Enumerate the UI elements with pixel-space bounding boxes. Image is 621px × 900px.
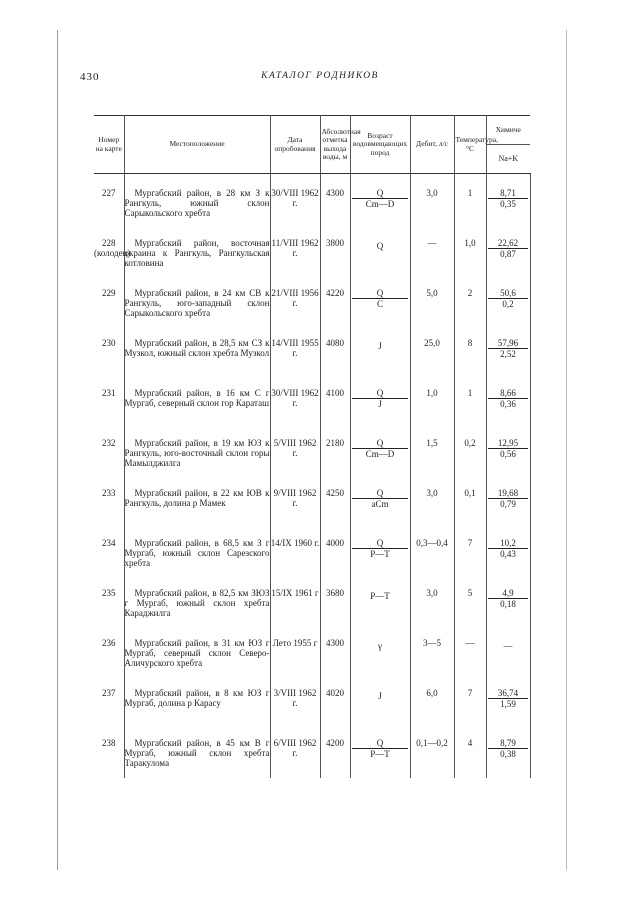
cell-chemistry bbox=[486, 188, 530, 238]
page-edge-right bbox=[566, 30, 567, 870]
debit-value: 3,0 bbox=[426, 488, 438, 498]
cell-chemistry bbox=[486, 238, 530, 288]
cell-chemistry bbox=[486, 738, 530, 778]
cell-location bbox=[124, 438, 270, 488]
spring-number: 229 bbox=[102, 288, 116, 298]
temperature-value: 0,1 bbox=[464, 488, 476, 498]
cell-altitude bbox=[320, 388, 350, 438]
cell-chemistry bbox=[486, 638, 530, 688]
age-numerator: Q bbox=[376, 438, 384, 448]
cell-location bbox=[124, 688, 270, 738]
na-k-fraction bbox=[488, 488, 528, 509]
cell-location bbox=[124, 338, 270, 388]
cell-location bbox=[124, 238, 270, 288]
sampling-date: 15/IX 1961 г bbox=[271, 588, 319, 598]
altitude-value: 3800 bbox=[326, 238, 344, 248]
cell-altitude bbox=[320, 288, 350, 338]
cell-number bbox=[94, 638, 124, 688]
na-k-fraction bbox=[488, 688, 528, 709]
age-value: γ bbox=[378, 641, 382, 651]
na-k-denominator: 0,87 bbox=[488, 248, 528, 259]
cell-altitude bbox=[320, 188, 350, 238]
table-row bbox=[94, 438, 530, 488]
na-k-denominator: 0,56 bbox=[488, 448, 528, 459]
cell-temperature bbox=[454, 588, 486, 638]
age-numerator: Q bbox=[376, 288, 384, 298]
location-text: Мургабский район, восточная окраина к Рангкуль, Рангкульская котловина bbox=[124, 238, 270, 268]
cell-number bbox=[94, 488, 124, 538]
cell-altitude bbox=[320, 588, 350, 638]
location-text: Мургабский район, в 68,5 км З г Мургаб, южный склон Сарезского хребта bbox=[124, 538, 270, 568]
cell-altitude bbox=[320, 638, 350, 688]
cell-date bbox=[270, 388, 320, 438]
column-header-chemistry: Химиче bbox=[486, 116, 530, 145]
cell-age bbox=[350, 438, 410, 488]
age-numerator: Q bbox=[376, 538, 384, 548]
altitude-value: 4100 bbox=[326, 388, 344, 398]
cell-altitude bbox=[320, 338, 350, 388]
table-row bbox=[94, 338, 530, 388]
cell-debit bbox=[410, 338, 454, 388]
age-fraction bbox=[352, 388, 408, 409]
location-text: Мургабский район, в 45 км В г Мургаб, южный склон хребта Таракулома bbox=[124, 738, 270, 768]
cell-date bbox=[270, 688, 320, 738]
cell-date bbox=[270, 238, 320, 288]
cell-date bbox=[270, 488, 320, 538]
age-fraction bbox=[352, 488, 408, 509]
cell-altitude bbox=[320, 738, 350, 778]
cell-location bbox=[124, 538, 270, 588]
age-fraction bbox=[352, 738, 408, 759]
cell-date bbox=[270, 638, 320, 688]
age-denominator: P—T bbox=[352, 548, 408, 559]
cell-age bbox=[350, 688, 410, 738]
na-k-fraction bbox=[488, 288, 528, 309]
altitude-value: 4000 bbox=[326, 538, 344, 548]
cell-age bbox=[350, 238, 410, 288]
debit-value: 0,3—0,4 bbox=[416, 538, 448, 548]
cell-debit bbox=[410, 238, 454, 288]
altitude-value: 3680 bbox=[326, 588, 344, 598]
cell-number bbox=[94, 688, 124, 738]
debit-value: 3—5 bbox=[423, 638, 441, 648]
column-header-number: Номер на карте bbox=[94, 116, 124, 174]
na-k-fraction bbox=[488, 338, 528, 359]
cell-location bbox=[124, 738, 270, 778]
cell-location bbox=[124, 288, 270, 338]
temperature-value: 5 bbox=[467, 588, 473, 598]
debit-value: 0,1—0,2 bbox=[416, 738, 448, 748]
cell-temperature bbox=[454, 538, 486, 588]
cell-number bbox=[94, 538, 124, 588]
cell-age bbox=[350, 338, 410, 388]
table-row bbox=[94, 488, 530, 538]
sampling-date: 11/VIII 1962 г. bbox=[271, 238, 319, 258]
cell-location bbox=[124, 588, 270, 638]
debit-value: 3,0 bbox=[426, 588, 438, 598]
debit-value: — bbox=[427, 238, 437, 248]
running-title: КАТАЛОГ РОДНИКОВ bbox=[261, 71, 379, 81]
cell-chemistry bbox=[486, 488, 530, 538]
cell-temperature bbox=[454, 338, 486, 388]
location-text: Мургабский район, в 82,5 км ЗЮЗ г Мургаб, южный склон хребта Караджилга bbox=[124, 588, 270, 618]
cell-age bbox=[350, 738, 410, 778]
na-k-numerator: 8,79 bbox=[500, 738, 516, 748]
cell-temperature bbox=[454, 438, 486, 488]
age-denominator: C bbox=[352, 298, 408, 309]
cell-number bbox=[94, 738, 124, 778]
sampling-date: 14/IX 1960 г. bbox=[270, 538, 320, 548]
cell-age bbox=[350, 288, 410, 338]
debit-value: 25,0 bbox=[424, 338, 440, 348]
cell-debit bbox=[410, 688, 454, 738]
cell-chemistry bbox=[486, 388, 530, 438]
cell-temperature bbox=[454, 388, 486, 438]
location-text: Мургабский район, в 8 км ЮЗ г Мургаб, долина р Карасу bbox=[124, 688, 270, 708]
cell-temperature bbox=[454, 288, 486, 338]
location-text: Мургабский район, в 24 км СВ к Рангкуль, юго-западный склон Сарыкольского хребта bbox=[124, 288, 270, 318]
temperature-value: 1 bbox=[467, 388, 473, 398]
age-numerator: Q bbox=[376, 488, 384, 498]
altitude-value: 4080 bbox=[326, 338, 344, 348]
na-k-value: — bbox=[503, 641, 513, 651]
cell-altitude bbox=[320, 438, 350, 488]
cell-temperature bbox=[454, 738, 486, 778]
sampling-date: 30/VIII 1962 г. bbox=[271, 188, 319, 208]
column-header-location: Местоположение bbox=[124, 116, 270, 174]
spring-number: 234 bbox=[102, 538, 116, 548]
spring-number: 230 bbox=[102, 338, 116, 348]
cell-altitude bbox=[320, 488, 350, 538]
temperature-value: 1 bbox=[467, 188, 473, 198]
spring-number: 227 bbox=[102, 188, 116, 198]
location-text: Мургабский район, в 22 км ЮВ к Рангкуль, долина р Мамек bbox=[124, 488, 270, 508]
na-k-denominator: 0,43 bbox=[488, 548, 528, 559]
age-value: J bbox=[378, 341, 382, 351]
cell-chemistry bbox=[486, 438, 530, 488]
cell-debit bbox=[410, 188, 454, 238]
na-k-numerator: 8,71 bbox=[500, 188, 516, 198]
cell-number bbox=[94, 188, 124, 238]
altitude-value: 4200 bbox=[326, 738, 344, 748]
na-k-numerator: 19,68 bbox=[497, 488, 519, 498]
cell-date bbox=[270, 538, 320, 588]
spring-number: 228 (колодец) bbox=[94, 238, 131, 258]
debit-value: 6,0 bbox=[426, 688, 438, 698]
table-row bbox=[94, 588, 530, 638]
cell-date bbox=[270, 288, 320, 338]
cell-chemistry bbox=[486, 588, 530, 638]
na-k-fraction bbox=[488, 388, 528, 409]
springs-catalog-table bbox=[94, 115, 531, 778]
table-row bbox=[94, 288, 530, 338]
altitude-value: 4250 bbox=[326, 488, 344, 498]
table-row bbox=[94, 538, 530, 588]
altitude-value: 2180 bbox=[326, 438, 344, 448]
na-k-numerator: 57,96 bbox=[497, 338, 519, 348]
sampling-date: 5/VIII 1962 г. bbox=[273, 438, 317, 458]
age-value: Q bbox=[376, 241, 384, 251]
location-text: Мургабский район, в 16 км С г Мургаб, северный склон гор Караташ bbox=[124, 388, 270, 408]
spring-number: 233 bbox=[102, 488, 116, 498]
cell-age bbox=[350, 588, 410, 638]
spacer-row bbox=[94, 174, 530, 189]
cell-altitude bbox=[320, 688, 350, 738]
age-denominator: Cm—D bbox=[352, 448, 408, 459]
spring-number: 236 bbox=[102, 638, 116, 648]
na-k-numerator: 12,95 bbox=[497, 438, 519, 448]
altitude-value: 4300 bbox=[326, 638, 344, 648]
spring-number: 231 bbox=[102, 388, 116, 398]
spring-number: 232 bbox=[102, 438, 116, 448]
cell-number bbox=[94, 388, 124, 438]
cell-date bbox=[270, 338, 320, 388]
temperature-value: 0,2 bbox=[464, 438, 476, 448]
location-text: Мургабский район, в 19 км ЮЗ к Рангкуль, юго-восточный склон горы Мамылджилга bbox=[124, 438, 270, 468]
age-denominator: aCm bbox=[352, 498, 408, 509]
page-number: 430 bbox=[80, 71, 100, 83]
spring-number: 237 bbox=[102, 688, 116, 698]
cell-chemistry bbox=[486, 688, 530, 738]
altitude-value: 4220 bbox=[326, 288, 344, 298]
temperature-value: — bbox=[465, 638, 475, 648]
altitude-value: 4020 bbox=[326, 688, 344, 698]
cell-debit bbox=[410, 588, 454, 638]
na-k-denominator: 0,79 bbox=[488, 498, 528, 509]
cell-location bbox=[124, 638, 270, 688]
spring-number: 238 bbox=[102, 738, 116, 748]
na-k-numerator: 50,6 bbox=[500, 288, 516, 298]
cell-chemistry bbox=[486, 338, 530, 388]
temperature-value: 4 bbox=[467, 738, 473, 748]
na-k-fraction bbox=[488, 238, 528, 259]
location-text: Мургабский район, в 28,5 км СЗ к Музкол, южный склон хребта Музкол bbox=[124, 338, 270, 358]
na-k-denominator: 2,52 bbox=[488, 348, 528, 359]
location-text: Мургабский район, в 28 км З к Рангкуль, южный склон Сарыкольского хребта bbox=[124, 188, 270, 218]
na-k-fraction bbox=[488, 538, 528, 559]
cell-number bbox=[94, 338, 124, 388]
na-k-fraction bbox=[488, 438, 528, 459]
cell-location bbox=[124, 388, 270, 438]
sampling-date: 6/VIII 1962 г. bbox=[273, 738, 317, 758]
temperature-value: 7 bbox=[467, 688, 473, 698]
age-fraction bbox=[352, 288, 408, 309]
table-row bbox=[94, 738, 530, 778]
cell-age bbox=[350, 188, 410, 238]
cell-date bbox=[270, 438, 320, 488]
column-header-na-k: Na+K bbox=[486, 145, 530, 174]
column-header-altitude: Абсолютная отметка выхода воды, м bbox=[320, 116, 350, 174]
cell-temperature bbox=[454, 188, 486, 238]
debit-value: 3,0 bbox=[426, 188, 438, 198]
table-row bbox=[94, 638, 530, 688]
table-row bbox=[94, 388, 530, 438]
cell-debit bbox=[410, 538, 454, 588]
cell-temperature bbox=[454, 488, 486, 538]
na-k-denominator: 0,2 bbox=[488, 298, 528, 309]
table-row bbox=[94, 188, 530, 238]
cell-debit bbox=[410, 488, 454, 538]
cell-number bbox=[94, 438, 124, 488]
na-k-denominator: 0,38 bbox=[488, 748, 528, 759]
cell-altitude bbox=[320, 538, 350, 588]
table-row bbox=[94, 238, 530, 288]
age-numerator: Q bbox=[376, 738, 384, 748]
cell-chemistry bbox=[486, 288, 530, 338]
cell-debit bbox=[410, 438, 454, 488]
catalog-body bbox=[94, 174, 530, 779]
location-text: Мургабский район, в 31 км ЮЗ г Мургаб, северный склон Северо-Аличурского хребта bbox=[124, 638, 270, 668]
temperature-value: 8 bbox=[467, 338, 473, 348]
age-numerator: Q bbox=[376, 188, 384, 198]
column-header-debit: Дебит, л/с bbox=[410, 116, 454, 174]
na-k-fraction bbox=[488, 588, 528, 609]
cell-age bbox=[350, 538, 410, 588]
na-k-fraction bbox=[488, 738, 528, 759]
cell-temperature bbox=[454, 238, 486, 288]
debit-value: 5,0 bbox=[426, 288, 438, 298]
age-denominator: P—T bbox=[352, 748, 408, 759]
page-edge-left bbox=[57, 30, 58, 870]
na-k-denominator: 0,18 bbox=[488, 598, 528, 609]
cell-debit bbox=[410, 738, 454, 778]
na-k-numerator: 10,2 bbox=[500, 538, 516, 548]
temperature-value: 1,0 bbox=[464, 238, 476, 248]
na-k-fraction bbox=[488, 188, 528, 209]
table-row bbox=[94, 688, 530, 738]
cell-number bbox=[94, 288, 124, 338]
sampling-date: 3/VIII 1962 г. bbox=[273, 688, 317, 708]
spring-number: 235 bbox=[102, 588, 116, 598]
sampling-date: 30/VIII 1962 г. bbox=[271, 388, 319, 408]
sampling-date: Лето 1955 г bbox=[272, 638, 318, 648]
cell-location bbox=[124, 188, 270, 238]
cell-debit bbox=[410, 388, 454, 438]
cell-age bbox=[350, 488, 410, 538]
age-fraction bbox=[352, 438, 408, 459]
cell-chemistry bbox=[486, 538, 530, 588]
cell-number bbox=[94, 238, 131, 288]
age-value: P—T bbox=[370, 591, 390, 601]
cell-age bbox=[350, 638, 410, 688]
age-value: J bbox=[378, 691, 382, 701]
cell-age bbox=[350, 388, 410, 438]
age-denominator: Cm—D bbox=[352, 198, 408, 209]
cell-temperature bbox=[454, 688, 486, 738]
cell-date bbox=[270, 738, 320, 778]
cell-location bbox=[124, 488, 270, 538]
na-k-denominator: 0,36 bbox=[488, 398, 528, 409]
na-k-numerator: 4,9 bbox=[502, 588, 514, 598]
cell-debit bbox=[410, 288, 454, 338]
cell-temperature bbox=[454, 638, 486, 688]
age-fraction bbox=[352, 188, 408, 209]
age-denominator: J bbox=[352, 398, 408, 409]
sampling-date: 21/VIII 1956 г. bbox=[271, 288, 319, 308]
cell-altitude bbox=[320, 238, 350, 288]
na-k-denominator: 0,35 bbox=[488, 198, 528, 209]
sampling-date: 9/VIII 1962 г. bbox=[273, 488, 317, 508]
sampling-date: 14/VIII 1955 г. bbox=[271, 338, 319, 358]
na-k-numerator: 22,62 bbox=[497, 238, 519, 248]
column-header-age: Возраст водовмещающих пород bbox=[350, 116, 410, 174]
cell-date bbox=[270, 188, 320, 238]
column-header-date: Дата опробования bbox=[270, 116, 320, 174]
temperature-value: 7 bbox=[467, 538, 473, 548]
column-header-temperature: Температура, °С bbox=[454, 116, 486, 174]
na-k-denominator: 1,59 bbox=[488, 698, 528, 709]
cell-number bbox=[94, 588, 124, 638]
temperature-value: 2 bbox=[467, 288, 473, 298]
age-numerator: Q bbox=[376, 388, 384, 398]
altitude-value: 4300 bbox=[326, 188, 344, 198]
age-fraction bbox=[352, 538, 408, 559]
debit-value: 1,0 bbox=[426, 388, 438, 398]
cell-debit bbox=[410, 638, 454, 688]
cell-date bbox=[270, 588, 320, 638]
na-k-numerator: 8,66 bbox=[500, 388, 516, 398]
debit-value: 1,5 bbox=[426, 438, 438, 448]
na-k-numerator: 36,74 bbox=[497, 688, 519, 698]
